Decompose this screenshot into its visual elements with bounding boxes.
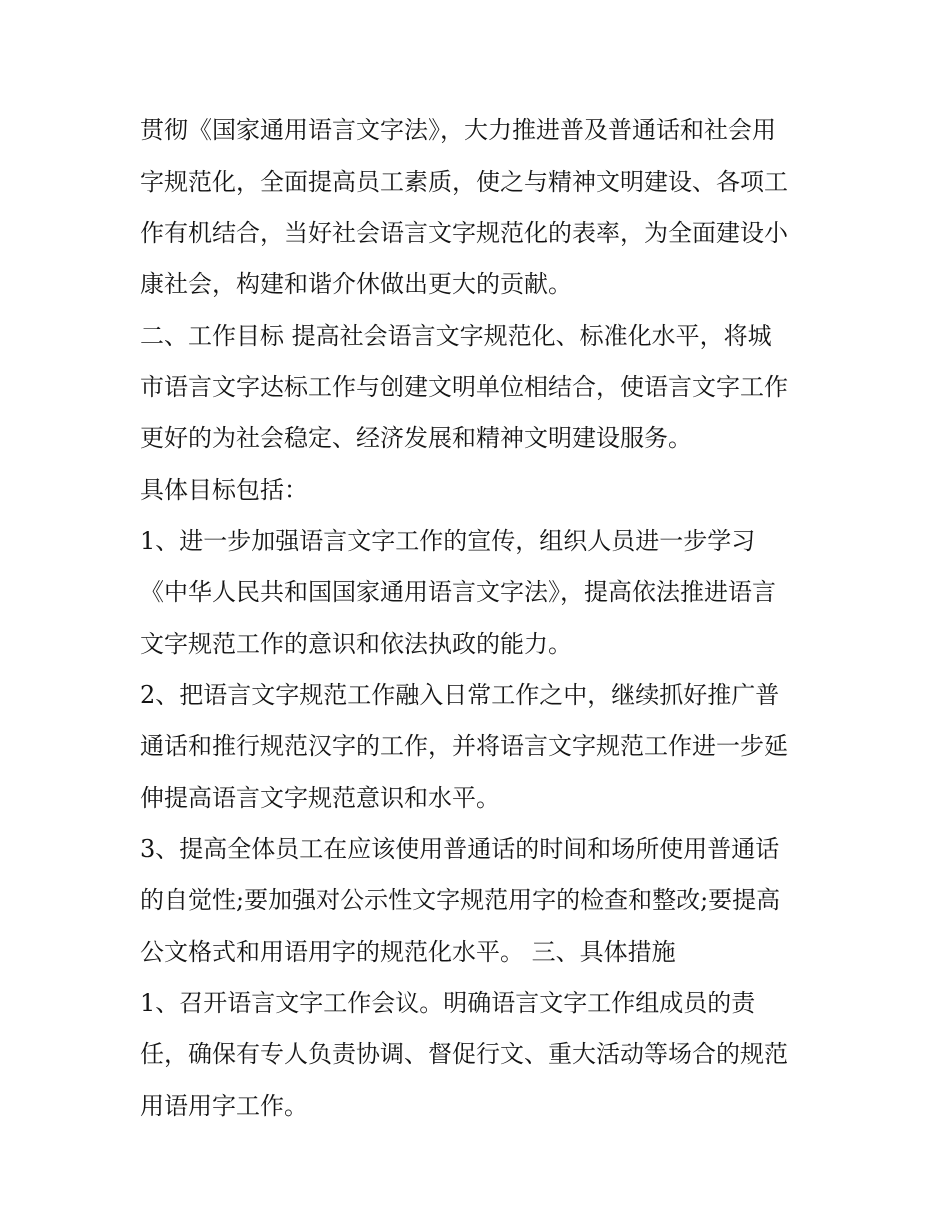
text-line: 的自觉性;要加强对公示性文字规范用字的检查和整改;要提高 [140,886,781,914]
text-line: 伸提高语言文字规范意识和水平。 [140,784,500,812]
text-line: 更好的为社会稳定、经济发展和精神文明建设服务。 [140,424,692,452]
list-item-measure-1: 1、召开语言文字工作会议。明确语言文字工作组成员的责 [140,989,756,1017]
text-line: 任，确保有专人负责协调、督促行文、重大活动等场合的规范 [140,1040,788,1068]
list-item-goal-1: 1、进一步加强语言文字工作的宣传，组织人员进一步学习 [140,527,756,555]
text-line: 文字规范工作的意识和依法执政的能力。 [140,630,572,658]
text-line: 作有机结合，当好社会语言文字规范化的表率，为全面建设小 [140,219,788,247]
text-line: 贯彻《国家通用语言文字法》，大力推进普及普通话和社会用 [140,116,776,144]
text-line: 用语用字工作。 [140,1092,308,1120]
text-line: 市语言文字达标工作与创建文明单位相结合，使语言文字工作 [140,373,788,401]
text-line: 字规范化，全面提高员工素质，使之与精神文明建设、各项工 [140,168,788,196]
subheading-specific-goals: 具体目标包括： [140,476,308,504]
text-line: 康社会，构建和谐介休做出更大的贡献。 [140,270,572,298]
text-line: 公文格式和用语用字的规范化水平。 三、具体措施 [140,938,676,966]
list-item-goal-2: 2、把语言文字规范工作融入日常工作之中，继续抓好推广普 [140,681,780,709]
section-heading-work-goals: 二、工作目标 提高社会语言文字规范化、标准化水平，将城 [140,322,772,350]
list-item-goal-3: 3、提高全体员工在应该使用普通话的时间和场所使用普通话 [140,835,780,863]
text-line: 《中华人民共和国国家通用语言文字法》，提高依法推进语言 [140,578,776,606]
text-line: 通话和推行规范汉字的工作，并将语言文字规范工作进一步延 [140,732,788,760]
